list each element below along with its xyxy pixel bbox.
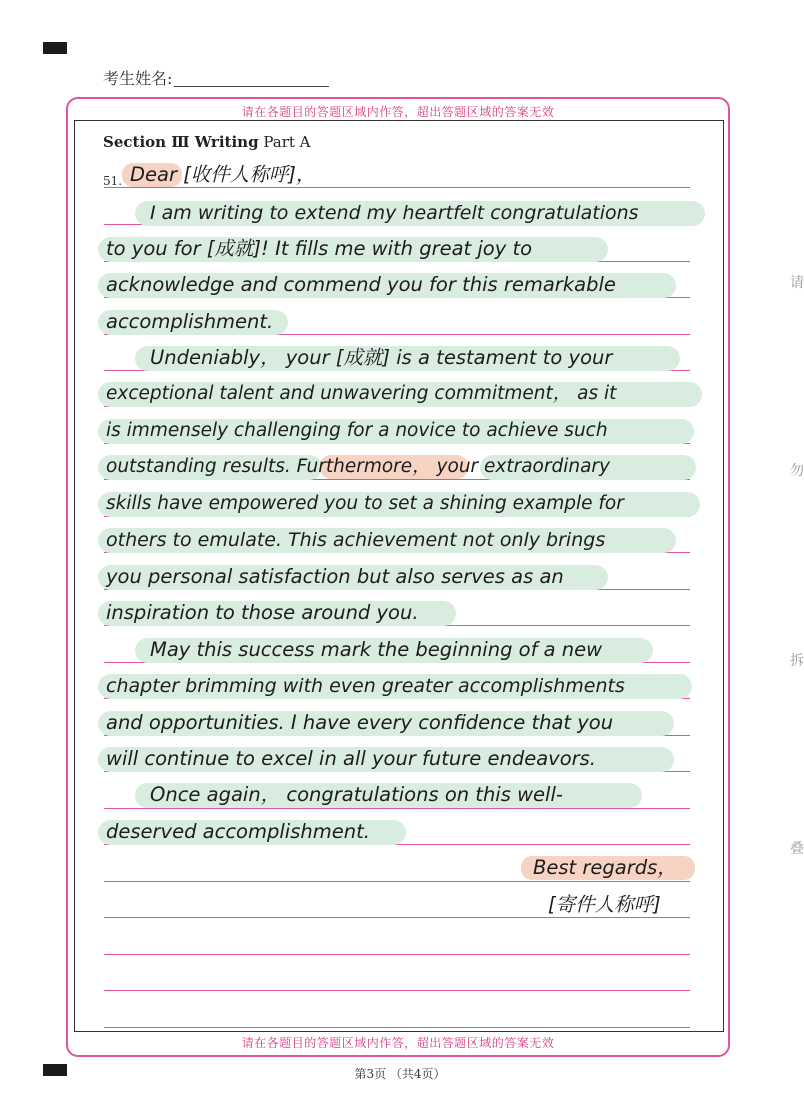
letter-text: ! It fills me with great joy to bbox=[261, 237, 533, 260]
candidate-name-field bbox=[103, 66, 329, 89]
margin-char: 叠 bbox=[790, 841, 804, 857]
closing: Best regards， bbox=[533, 856, 677, 879]
margin-char: 拆 bbox=[790, 653, 804, 669]
candidate-name-label: 考生姓名: bbox=[103, 69, 173, 88]
letter-line: exceptional talent and unwavering commitment， as it bbox=[106, 383, 617, 404]
letter-text: to you for bbox=[106, 237, 201, 260]
letter-line: skills have empowered you to set a shining example for bbox=[106, 493, 624, 514]
ruled-line bbox=[104, 917, 690, 918]
section-title bbox=[103, 133, 311, 151]
page-number: 第3页 （共4页） bbox=[354, 1067, 446, 1081]
section-title-bold: Section Ⅲ Writing bbox=[103, 133, 259, 151]
letter-line: I am writing to extend my heartfelt congratulations bbox=[150, 202, 639, 224]
letter-text: outstanding results. bbox=[106, 456, 291, 477]
letter-line: chapter brimming with even greater accomplishments bbox=[106, 675, 625, 697]
letter-line bbox=[106, 455, 610, 479]
notice-top: 请在各题目的答题区域内作答，超出答题区域的答案无效 bbox=[241, 105, 555, 119]
ruled-line bbox=[104, 187, 690, 188]
salutation bbox=[130, 163, 315, 187]
letter-text: Undeniably， your bbox=[150, 346, 330, 369]
section-title-part: Part A bbox=[263, 133, 311, 151]
letter-line: deserved accomplishment. bbox=[106, 820, 370, 843]
letter-text: is a testament to your bbox=[396, 346, 613, 369]
achievement-placeholder: [成就] bbox=[335, 346, 391, 369]
letter-line bbox=[150, 346, 612, 370]
letter-line: accomplishment. bbox=[106, 310, 274, 333]
letter-line: and opportunities. I have every confidence that you bbox=[106, 711, 614, 734]
letter-line: acknowledge and commend you for this remarkable bbox=[106, 273, 616, 296]
sender-placeholder: [寄件人称呼] bbox=[548, 893, 661, 916]
salutation-dear: Dear bbox=[130, 163, 177, 186]
letter-line: will continue to excel in all your future endeavors. bbox=[106, 747, 597, 770]
question-number: 51. bbox=[103, 174, 123, 188]
candidate-name-blank bbox=[174, 70, 329, 87]
letter-text: ， your extraordinary bbox=[412, 456, 610, 477]
achievement-placeholder: [成就] bbox=[206, 237, 262, 260]
recipient-placeholder: [收件人称呼] bbox=[183, 163, 296, 186]
letter-line: May this success mark the beginning of a new bbox=[150, 638, 603, 661]
margin-char: 请 bbox=[790, 275, 804, 291]
notice-bottom: 请在各题目的答题区域内作答，超出答题区域的答案无效 bbox=[241, 1036, 555, 1050]
letter-line: others to emulate. This achievement not only brings bbox=[106, 529, 606, 551]
registration-mark-top bbox=[43, 42, 67, 54]
letter-line: inspiration to those around you. bbox=[106, 601, 419, 624]
salutation-comma: ， bbox=[295, 163, 316, 186]
margin-char: 勿 bbox=[790, 463, 804, 479]
letter-line: is immensely challenging for a novice to achieve such bbox=[106, 420, 608, 441]
furthermore-text: Furthermore bbox=[296, 456, 413, 477]
ruled-line bbox=[104, 954, 690, 955]
ruled-line bbox=[104, 808, 690, 809]
letter-line: you personal satisfaction but also serves as an bbox=[106, 565, 564, 588]
letter-line bbox=[106, 237, 532, 261]
letter-line: Once again， congratulations on this well- bbox=[150, 783, 563, 806]
ruled-line bbox=[104, 881, 690, 882]
ruled-line bbox=[104, 1027, 690, 1028]
ruled-line bbox=[104, 990, 690, 991]
